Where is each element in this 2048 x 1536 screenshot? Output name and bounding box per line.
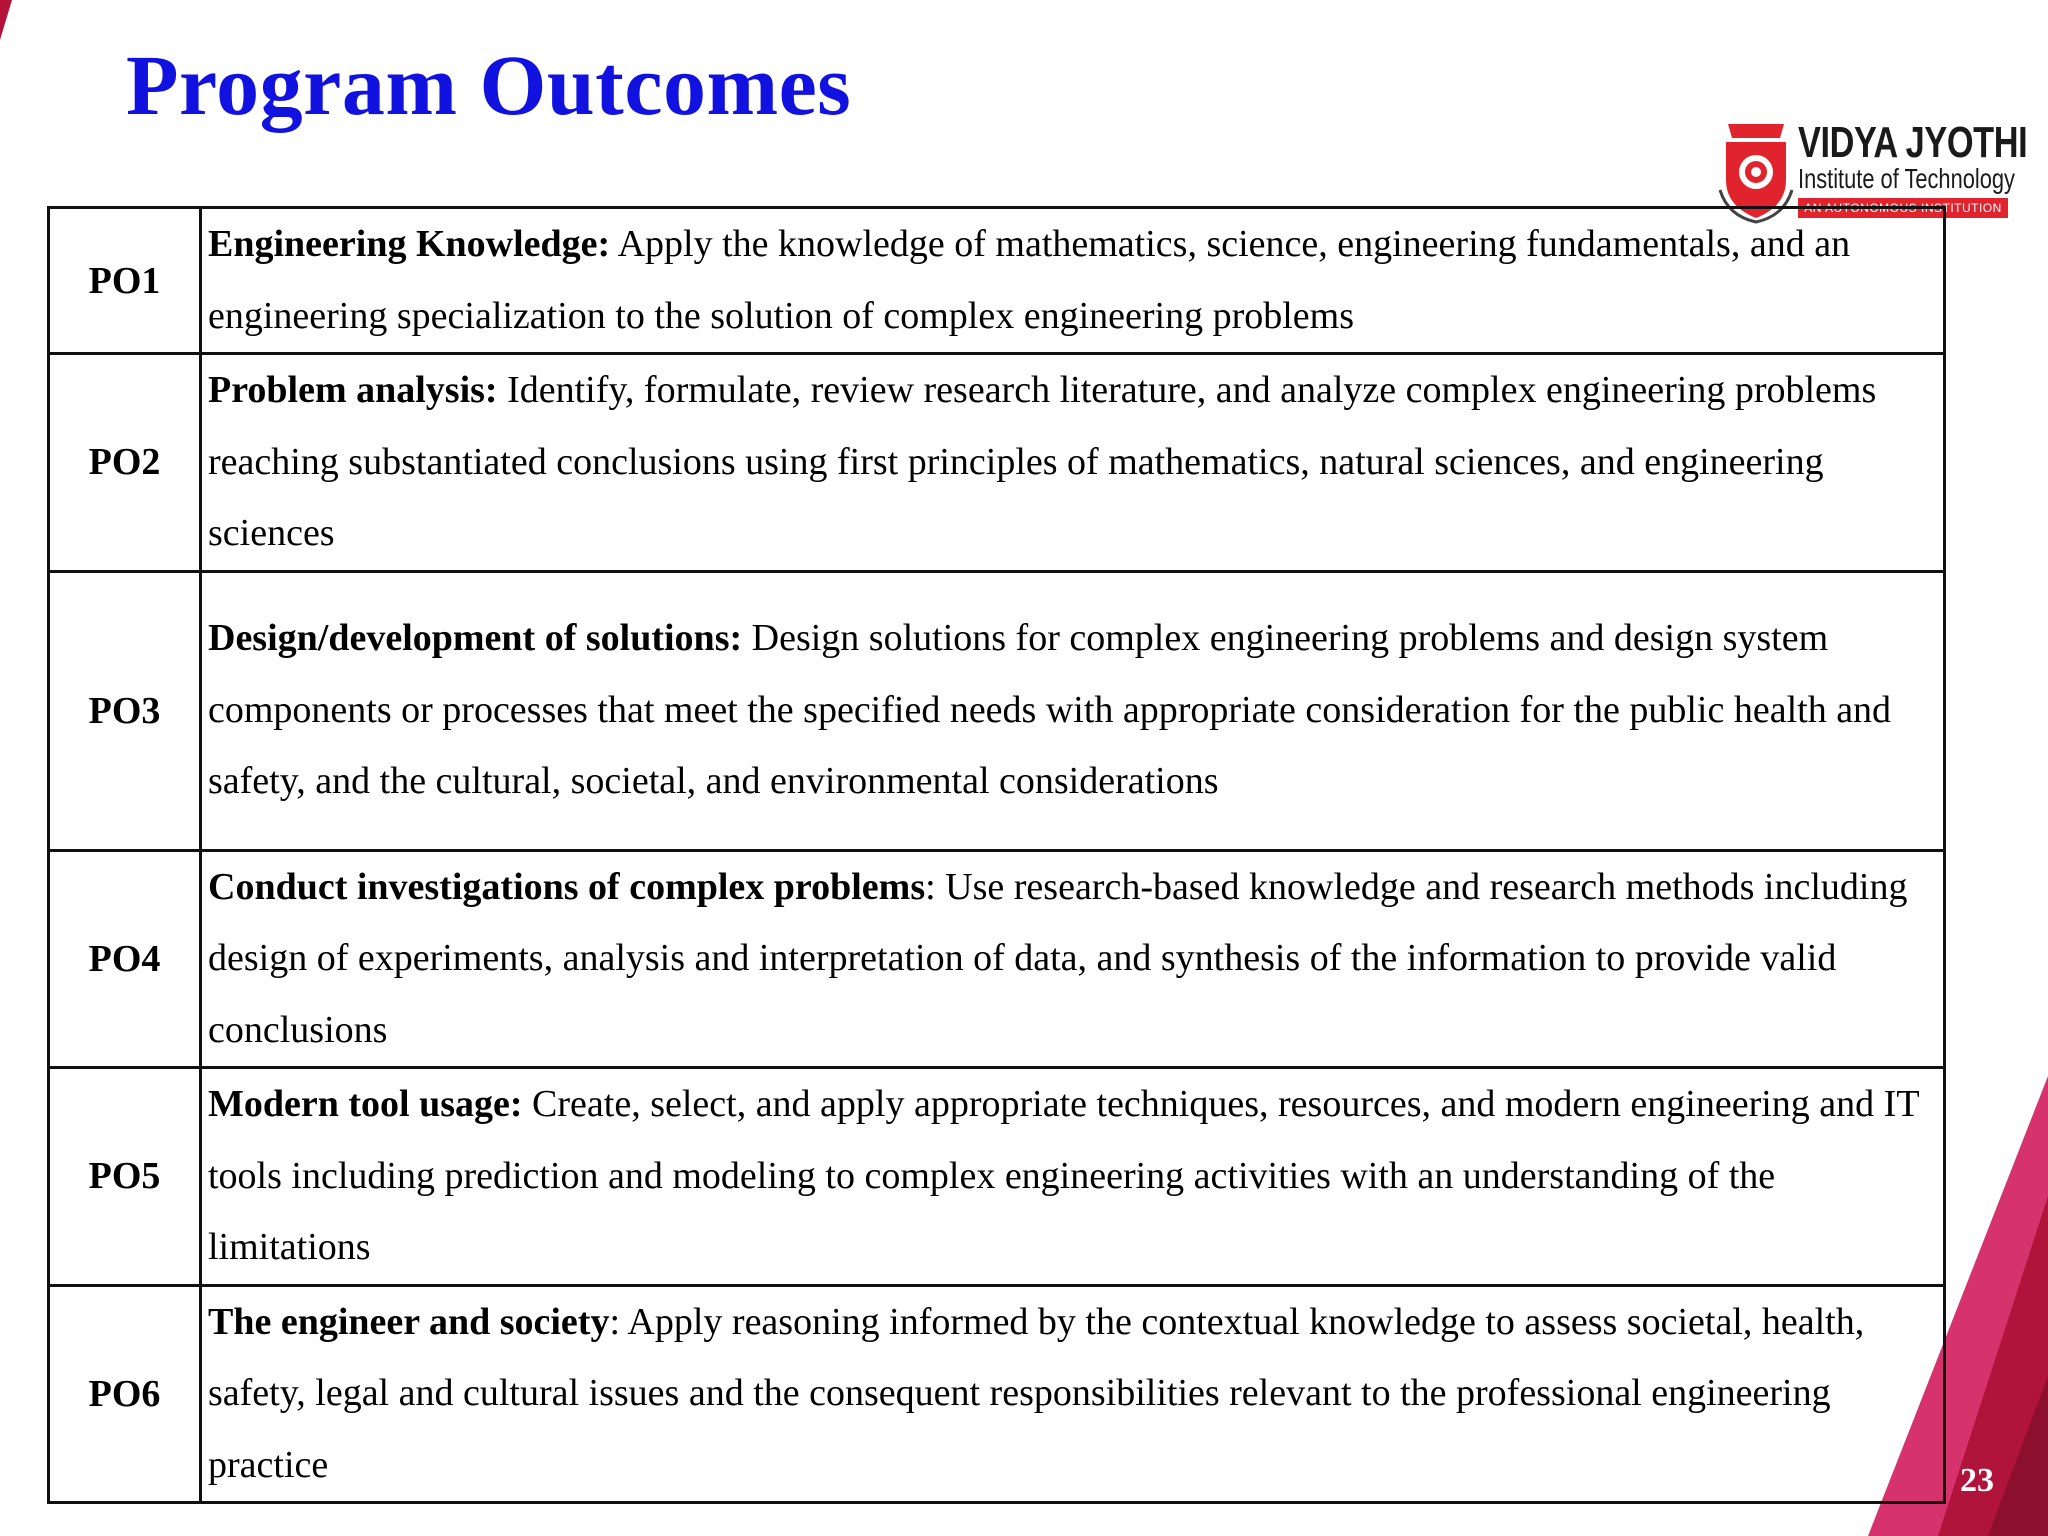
po-description-cell (201, 208, 1945, 354)
po-text: Apply the knowledge of mathematics, science, engineering fundamentals, and an engineering specialization to the solution of complex engineering problems (208, 223, 1851, 337)
po-description-cell (201, 1285, 1945, 1503)
po-id-cell: PO3 (49, 571, 201, 850)
po-id-cell: PO4 (49, 850, 201, 1068)
po-heading: Conduct investigations of complex problems (208, 865, 926, 908)
table-row (49, 571, 1945, 850)
logo-name: VIDYA JYOTHI (1798, 118, 2028, 167)
po-description-cell (201, 354, 1945, 572)
po-id-cell: PO2 (49, 354, 201, 572)
table-row (49, 208, 1945, 354)
po-heading: Problem analysis: (208, 369, 498, 411)
program-outcomes-table (47, 206, 1946, 1504)
po-id-cell: PO6 (49, 1285, 201, 1503)
po-heading: Design/development of solutions: (208, 617, 743, 660)
corner-accent-top-left (0, 0, 12, 40)
po-text: Design solutions for complex engineering problems and design system components or processes that meet the specified needs with appropriate consideration for the public health and safety, and the cultural, societal, and environmental considerations (208, 617, 1892, 803)
table-row (49, 1068, 1945, 1286)
po-description-cell (201, 1068, 1945, 1286)
po-text: : Apply reasoning informed by the contextual knowledge to assess societal, health, safety, legal and cultural issues and the consequent responsibilities relevant to the professional engineering practice (208, 1300, 1865, 1486)
page-number: 23 (1960, 1462, 1994, 1499)
po-id-cell: PO1 (49, 208, 201, 354)
table-row (49, 354, 1945, 572)
po-text: Create, select, and apply appropriate techniques, resources, and modern engineering and IT tools including prediction and modeling to complex engineering activities with an understanding of the limitations (208, 1083, 1919, 1268)
po-id-cell: PO5 (49, 1068, 201, 1286)
po-heading: The engineer and society (208, 1300, 610, 1343)
logo-tagline: AN AUTONOMOUS INSTITUTION (1798, 198, 2008, 218)
po-description-cell (201, 850, 1945, 1068)
po-description-cell (201, 571, 1945, 850)
table-row (49, 1285, 1945, 1503)
po-text: : Use research-based knowledge and research methods including design of experiments, analysis and interpretation of data, and synthesis of the information to provide valid conclusions (208, 865, 1908, 1051)
po-text: Identify, formulate, review research literature, and analyze complex engineering problems reaching substantiated conclusions using first principles of mathematics, natural sciences, and engineering sciences (208, 369, 1877, 554)
po-heading: Modern tool usage: (208, 1083, 523, 1125)
page-title: Program Outcomes (126, 37, 852, 133)
table-row (49, 850, 1945, 1068)
po-heading: Engineering Knowledge: (208, 223, 611, 265)
logo-subtitle: Institute of Technology (1798, 163, 2015, 194)
